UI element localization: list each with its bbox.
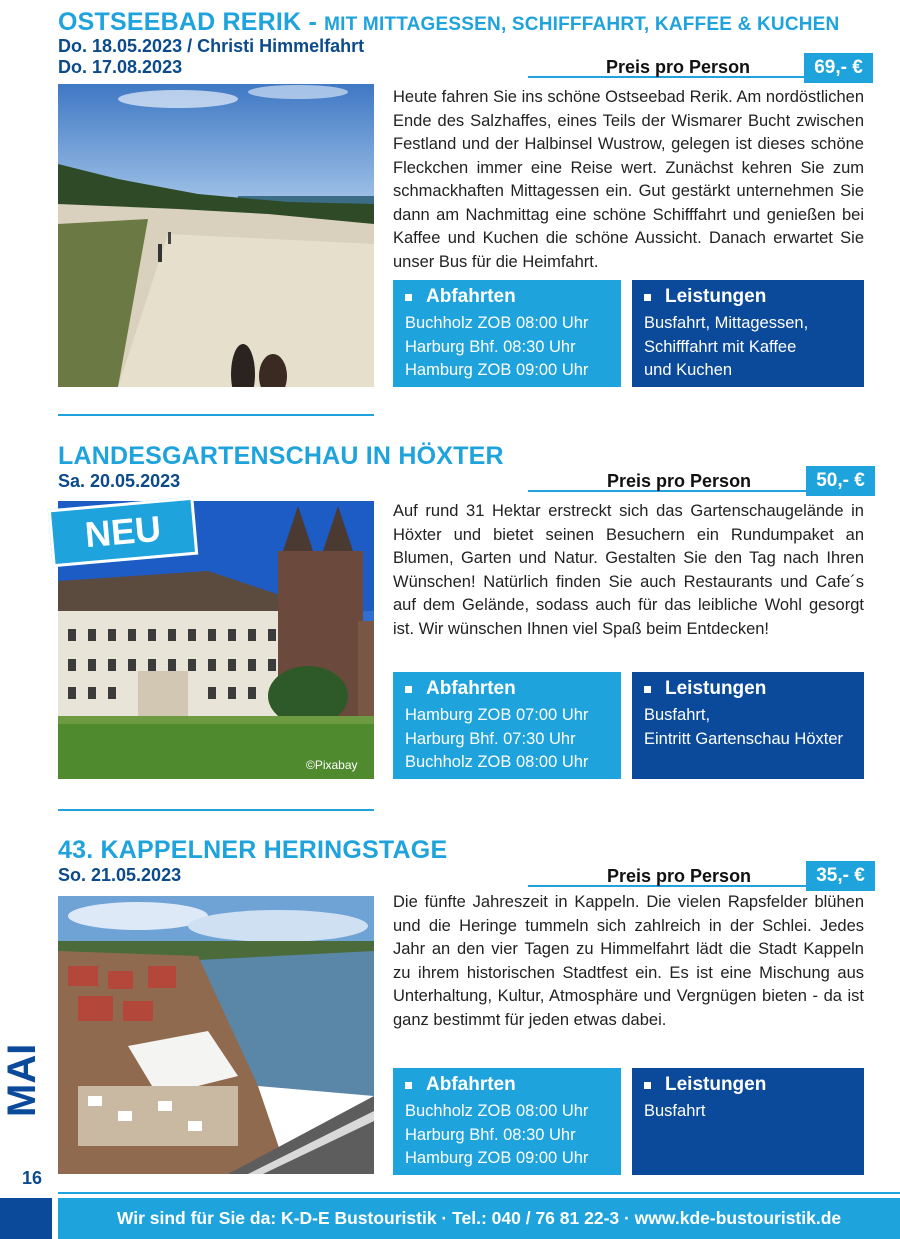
trip-description: Die fünfte Jahreszeit in Kappeln. Die vielen Rapsfelder blühen und die Heringe tummeln sich zahlreich in der Schlei. Jedes Jahr an den vier Tagen zu Himmelfahrt lädt die Stadt Kappeln zu ihrem historischen Stadtfest ein. Es ist eine Mischung aus Unterhaltung, Kultur, Atmosphäre und Vergnügen bieten - da ist ganz bestimmt für jeden etwas dabei. <box>393 893 864 1029</box>
price-badge: 35,- € <box>806 861 875 891</box>
footer-divider <box>58 1192 900 1194</box>
service-item: und Kuchen <box>644 361 733 379</box>
departures-heading: Abfahrten <box>405 286 609 308</box>
trip-title-main: LANDESGARTENSCHAU IN HÖXTER <box>58 442 504 470</box>
trip-title <box>58 836 447 865</box>
services-box <box>632 280 864 387</box>
trip-title-main: OSTSEEBAD RERIK - <box>58 8 317 36</box>
price-label: Preis pro Person <box>607 866 752 886</box>
departure-item: Harburg Bhf. 08:30 Uhr <box>405 337 576 356</box>
trip-date: Sa. 20.05.2023 <box>58 471 181 491</box>
bullet-square-icon <box>405 686 412 693</box>
trip-description: Auf rund 31 Hektar erstreckt sich das Gartenschaugelände in Höxter und bietet seinen Besuchern ein Rundumpaket an Blumen, Garten und Natur. Gestalten Sie den Tag nach Ihren Wünschen! Natürlich finden Sie auch Restaurants und Cafe´s auf dem Gelände, sodass auch für das leibliche Wohl gesorgt ist. Wir wünschen Ihnen viel Spaß beim Entdecken! <box>393 502 864 638</box>
departure-item: Harburg Bhf. 07:30 Uhr <box>405 729 576 748</box>
trip-date: So. 21.05.2023 <box>58 865 182 885</box>
services-heading: Leistungen <box>644 1074 852 1096</box>
bullet-square-icon <box>644 1082 651 1089</box>
departures-box <box>393 280 621 387</box>
service-item: Busfahrt, <box>644 706 711 724</box>
services-heading: Leistungen <box>644 286 852 308</box>
bullet-square-icon <box>405 294 412 301</box>
photo-credit: ©Pixabay <box>306 758 358 772</box>
service-item: Schifffahrt mit Kaffee <box>644 337 797 356</box>
trip-title <box>58 442 504 471</box>
departure-item: Buchholz ZOB 08:00 Uhr <box>405 753 589 771</box>
price-label: Preis pro Person <box>607 471 752 491</box>
departure-item: Hamburg ZOB 09:00 Uhr <box>405 1149 589 1167</box>
trip-title <box>58 8 839 37</box>
services-box <box>632 672 864 779</box>
trip-title-sub: MIT MITTAGESSEN, SCHIFFFAHRT, KAFFEE & KUCHEN <box>324 14 840 35</box>
trip-description: Heute fahren Sie ins schöne Ostseebad Rerik. Am nordöstlichen Ende des Salzhaffes, eines Teils der Wismarer Bucht zwischen Festland und der Halbinsel Wustrow, gelegen ist dieses schöne Fleckchen immer eine Reise wert. Zunächst kehren Sie zum schmackhaften Mittagessen ein. Gut gestärkt unternehmen Sie dann am Nachmittag eine schöne Schifffahrt und genießen bei Kaffee und Kuchen die schöne Aussicht. Danach erwartet Sie unser Bus für die Heimfahrt. <box>393 88 864 271</box>
footer-corner-block <box>0 1198 52 1239</box>
footer-contact: Wir sind für Sie da: K-D-E Bustouristik · Tel.: 040 / 76 81 22-3 · www.kde-bustouristik.de <box>58 1198 900 1239</box>
bullet-square-icon <box>405 1082 412 1089</box>
departure-item: Buchholz ZOB 08:00 Uhr <box>405 314 589 332</box>
service-item: Eintritt Gartenschau Höxter <box>644 729 843 748</box>
new-badge: NEU <box>48 497 198 568</box>
trip-photo-beach <box>58 84 374 387</box>
departure-item: Hamburg ZOB 09:00 Uhr <box>405 361 589 379</box>
price-badge: 50,- € <box>806 466 875 496</box>
month-side-label: MAI <box>0 1043 44 1117</box>
departure-item: Harburg Bhf. 08:30 Uhr <box>405 1125 576 1144</box>
price-badge: 69,- € <box>804 53 873 83</box>
section-divider <box>58 414 374 416</box>
section-divider <box>58 809 374 811</box>
departure-item: Hamburg ZOB 07:00 Uhr <box>405 706 589 724</box>
bullet-square-icon <box>644 686 651 693</box>
services-heading: Leistungen <box>644 678 852 700</box>
trip-date: Do. 18.05.2023 / Christi Himmelfahrt <box>58 36 365 56</box>
departures-box <box>393 1068 621 1175</box>
departures-box <box>393 672 621 779</box>
page-number: 16 <box>22 1168 43 1188</box>
departures-heading: Abfahrten <box>405 678 609 700</box>
services-box <box>632 1068 864 1175</box>
trip-date: Do. 17.08.2023 <box>58 57 183 77</box>
service-item: Busfahrt, Mittagessen, <box>644 314 809 332</box>
trip-title-main: 43. KAPPELNER HERINGSTAGE <box>58 836 448 864</box>
departures-heading: Abfahrten <box>405 1074 609 1096</box>
service-item: Busfahrt <box>644 1102 706 1120</box>
bullet-square-icon <box>644 294 651 301</box>
trip-photo-harbour <box>58 896 374 1174</box>
departure-item: Buchholz ZOB 08:00 Uhr <box>405 1102 589 1120</box>
price-label: Preis pro Person <box>606 57 751 77</box>
